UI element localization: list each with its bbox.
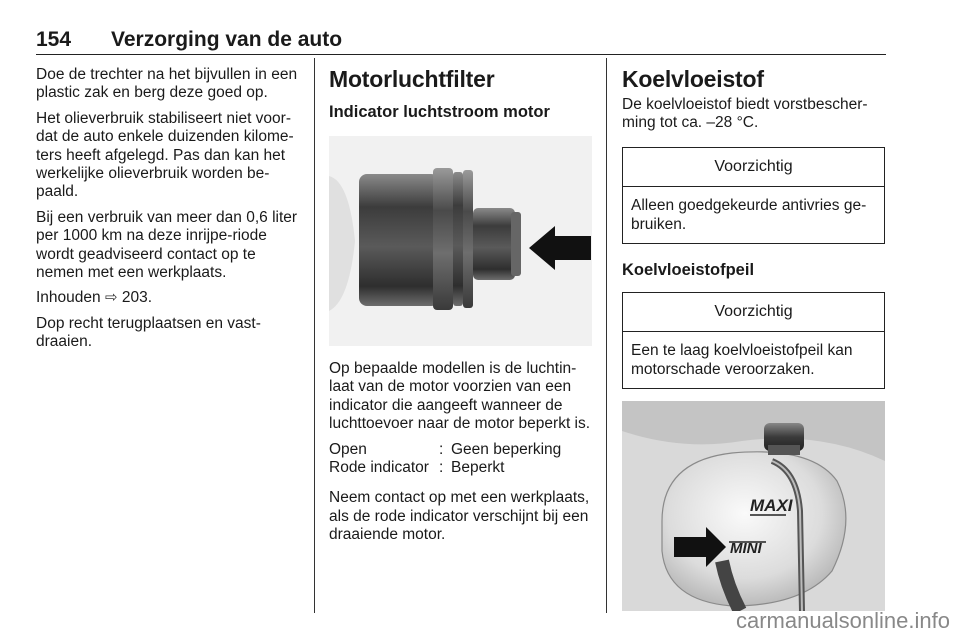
page-number: 154 [36, 28, 72, 51]
page-title: Verzorging van de auto [111, 28, 343, 51]
row-value: Beperkt [451, 459, 505, 477]
section-heading: Motorluchtfilter [329, 66, 495, 92]
inhouden-text: Inhouden [36, 289, 101, 307]
caution-body: Alleen goedgekeurde antivries ge-bruiken. [631, 197, 867, 233]
row-key: Rode indicator [329, 459, 429, 477]
paragraph: Het olieverbruik stabiliseert niet voor-dat de auto enkele duizenden kilome-ters heeft afgelegd. Pas dan kan het werkelijke olieverbruik worden be-paald. [36, 109, 294, 201]
section-heading: Koelvloeistof [622, 66, 764, 92]
table-row [329, 441, 593, 459]
row-separator: : [439, 459, 444, 477]
column-divider-2 [606, 58, 607, 613]
description: Op bepaalde modellen is de luchtin-laat van de motor voorzien van een indicator die aangeeft wanneer de luchttoevoer naar de motor beperkt is. [329, 360, 591, 433]
watermark: carmanualsonline.info [735, 608, 950, 633]
subsection-heading: Indicator luchtstroom motor [329, 103, 550, 121]
column-divider-1 [314, 58, 315, 613]
paragraph: Doe de trechter na het bijvullen in een plastic zak en berg deze goed op. [36, 66, 298, 102]
caution-title: Voorzichtig [623, 293, 884, 332]
note: Neem contact op met een werkplaats, als de rode indicator verschijnt bij een draaiende motor. [329, 489, 590, 544]
inhouden-page-ref[interactable]: 203. [121, 289, 153, 307]
max-mark-label: MAXI [750, 496, 793, 516]
row-key: Open [329, 440, 367, 458]
row-separator: : [439, 440, 444, 458]
caution-body: Een te laag koelvloeistofpeil kan motorschade veroorzaken. [631, 342, 853, 378]
column-3 [622, 66, 886, 611]
caution-title: Voorzichtig [623, 148, 884, 187]
air-filter-indicator-illustration [329, 136, 592, 346]
min-mark-label: MINI [730, 540, 762, 558]
column-2 [329, 66, 593, 552]
table-row [329, 459, 593, 477]
caution-box [622, 292, 885, 389]
column-1 [36, 66, 300, 359]
paragraph: Dop recht terugplaatsen en vast-draaien. [36, 314, 261, 351]
indicator-table [329, 441, 593, 478]
paragraph: Bij een verbruik van meer dan 0,6 liter per 1000 km na deze inrijpe-riode wordt geadviseerd contact op te nemen met een werkplaats. [36, 208, 298, 282]
page-header [36, 28, 886, 55]
air-filter-indicator-figure [329, 136, 592, 346]
intro: De koelvloeistof biedt vorstbescher-ming tot ca. –28 °C. [622, 96, 868, 132]
caution-box [622, 147, 885, 244]
paragraph-inhouden [36, 289, 300, 307]
row-value: Geen beperking [451, 440, 562, 458]
page-reference-icon[interactable]: ⇨ [104, 289, 118, 307]
subsection-heading: Koelvloeistofpeil [622, 261, 755, 280]
coolant-reservoir-figure [622, 401, 885, 611]
coolant-reservoir-illustration [622, 401, 885, 611]
